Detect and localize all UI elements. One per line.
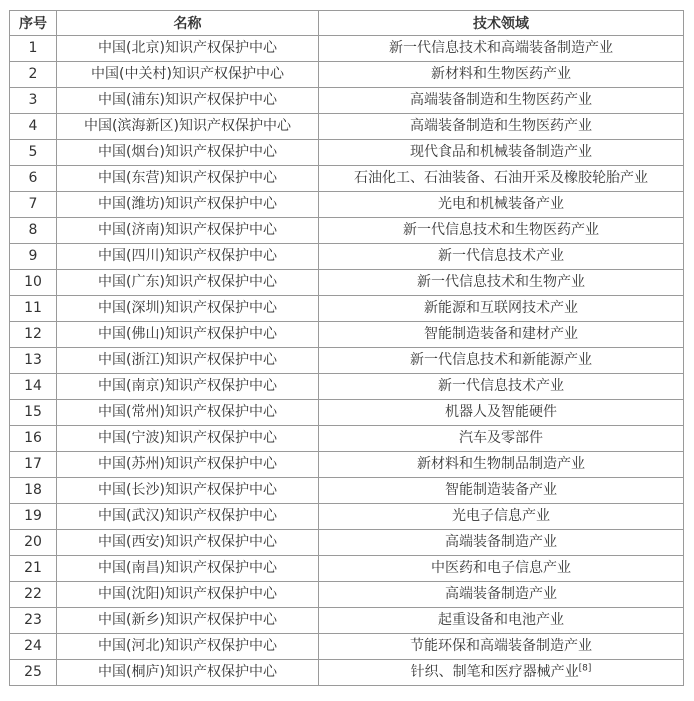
cell-field: 机器人及智能硬件 <box>319 400 684 426</box>
table-row <box>10 62 684 88</box>
cell-number: 13 <box>10 348 57 374</box>
cell-number: 11 <box>10 296 57 322</box>
table-row <box>10 166 684 192</box>
cell-name: 中国(浙江)知识产权保护中心 <box>57 348 319 374</box>
cell-field <box>319 660 684 686</box>
cell-name: 中国(常州)知识产权保护中心 <box>57 400 319 426</box>
cell-number: 15 <box>10 400 57 426</box>
cell-field-text: 针织、制笔和医疗器械产业 <box>410 664 579 680</box>
cell-name: 中国(四川)知识产权保护中心 <box>57 244 319 270</box>
table-row <box>10 114 684 140</box>
table-row <box>10 426 684 452</box>
cell-field: 新一代信息技术产业 <box>319 244 684 270</box>
cell-field: 新一代信息技术和生物医药产业 <box>319 218 684 244</box>
cell-number: 20 <box>10 530 57 556</box>
cell-field: 起重设备和电池产业 <box>319 608 684 634</box>
cell-number: 7 <box>10 192 57 218</box>
cell-field: 节能环保和高端装备制造产业 <box>319 634 684 660</box>
cell-name: 中国(浦东)知识产权保护中心 <box>57 88 319 114</box>
table-row <box>10 478 684 504</box>
header-name: 名称 <box>57 11 319 36</box>
cell-name: 中国(南昌)知识产权保护中心 <box>57 556 319 582</box>
cell-field: 汽车及零部件 <box>319 426 684 452</box>
cell-number: 9 <box>10 244 57 270</box>
table-row <box>10 634 684 660</box>
table-row <box>10 270 684 296</box>
table-row <box>10 582 684 608</box>
table-row <box>10 400 684 426</box>
cell-field: 现代食品和机械装备制造产业 <box>319 140 684 166</box>
cell-number: 24 <box>10 634 57 660</box>
cell-number: 10 <box>10 270 57 296</box>
cell-name: 中国(济南)知识产权保护中心 <box>57 218 319 244</box>
cell-field: 中医药和电子信息产业 <box>319 556 684 582</box>
cell-number: 2 <box>10 62 57 88</box>
table-row <box>10 192 684 218</box>
cell-number: 23 <box>10 608 57 634</box>
cell-name: 中国(桐庐)知识产权保护中心 <box>57 660 319 686</box>
cell-number: 17 <box>10 452 57 478</box>
cell-number: 14 <box>10 374 57 400</box>
cell-name: 中国(中关村)知识产权保护中心 <box>57 62 319 88</box>
table-row <box>10 36 684 62</box>
cell-field: 智能制造装备产业 <box>319 478 684 504</box>
cell-field: 光电子信息产业 <box>319 504 684 530</box>
cell-field: 新一代信息技术产业 <box>319 374 684 400</box>
cell-name: 中国(宁波)知识产权保护中心 <box>57 426 319 452</box>
cell-name: 中国(佛山)知识产权保护中心 <box>57 322 319 348</box>
cell-field: 新材料和生物制品制造产业 <box>319 452 684 478</box>
cell-number: 3 <box>10 88 57 114</box>
table-row <box>10 556 684 582</box>
cell-number: 18 <box>10 478 57 504</box>
table-row <box>10 88 684 114</box>
cell-name: 中国(北京)知识产权保护中心 <box>57 36 319 62</box>
cell-number: 22 <box>10 582 57 608</box>
table-row <box>10 348 684 374</box>
table-body <box>10 36 684 686</box>
cell-number: 12 <box>10 322 57 348</box>
cell-name: 中国(沈阳)知识产权保护中心 <box>57 582 319 608</box>
cell-name: 中国(南京)知识产权保护中心 <box>57 374 319 400</box>
cell-number: 4 <box>10 114 57 140</box>
reference-link[interactable]: [8] <box>578 663 592 674</box>
cell-number: 5 <box>10 140 57 166</box>
cell-field: 新材料和生物医药产业 <box>319 62 684 88</box>
table-row <box>10 322 684 348</box>
cell-name: 中国(武汉)知识产权保护中心 <box>57 504 319 530</box>
cell-field: 智能制造装备和建材产业 <box>319 322 684 348</box>
cell-field: 新一代信息技术和生物产业 <box>319 270 684 296</box>
cell-number: 21 <box>10 556 57 582</box>
table-row <box>10 140 684 166</box>
cell-field: 新一代信息技术和高端装备制造产业 <box>319 36 684 62</box>
table-row <box>10 244 684 270</box>
cell-name: 中国(河北)知识产权保护中心 <box>57 634 319 660</box>
cell-name: 中国(苏州)知识产权保护中心 <box>57 452 319 478</box>
cell-field: 光电和机械装备产业 <box>319 192 684 218</box>
cell-name: 中国(西安)知识产权保护中心 <box>57 530 319 556</box>
cell-number: 8 <box>10 218 57 244</box>
table-row <box>10 296 684 322</box>
table-row <box>10 218 684 244</box>
header-number: 序号 <box>10 11 57 36</box>
cell-name: 中国(深圳)知识产权保护中心 <box>57 296 319 322</box>
cell-number: 19 <box>10 504 57 530</box>
cell-field: 石油化工、石油装备、石油开采及橡胶轮胎产业 <box>319 166 684 192</box>
cell-number: 1 <box>10 36 57 62</box>
cell-name: 中国(广东)知识产权保护中心 <box>57 270 319 296</box>
cell-number: 25 <box>10 660 57 686</box>
table-row <box>10 374 684 400</box>
cell-name: 中国(东营)知识产权保护中心 <box>57 166 319 192</box>
cell-number: 6 <box>10 166 57 192</box>
cell-name: 中国(长沙)知识产权保护中心 <box>57 478 319 504</box>
cell-field: 高端装备制造产业 <box>319 582 684 608</box>
cell-name: 中国(滨海新区)知识产权保护中心 <box>57 114 319 140</box>
table-row <box>10 530 684 556</box>
cell-field: 新能源和互联网技术产业 <box>319 296 684 322</box>
cell-field: 高端装备制造产业 <box>319 530 684 556</box>
header-field: 技术领域 <box>319 11 684 36</box>
table-container <box>9 10 684 686</box>
table-row <box>10 608 684 634</box>
header-row <box>10 11 684 36</box>
cell-field: 高端装备制造和生物医药产业 <box>319 114 684 140</box>
table-row <box>10 660 684 686</box>
cell-name: 中国(烟台)知识产权保护中心 <box>57 140 319 166</box>
cell-field: 高端装备制造和生物医药产业 <box>319 88 684 114</box>
table-row <box>10 452 684 478</box>
cell-field: 新一代信息技术和新能源产业 <box>319 348 684 374</box>
table-row <box>10 504 684 530</box>
ip-protection-centers-table <box>9 10 684 686</box>
cell-name: 中国(新乡)知识产权保护中心 <box>57 608 319 634</box>
cell-name: 中国(潍坊)知识产权保护中心 <box>57 192 319 218</box>
cell-number: 16 <box>10 426 57 452</box>
